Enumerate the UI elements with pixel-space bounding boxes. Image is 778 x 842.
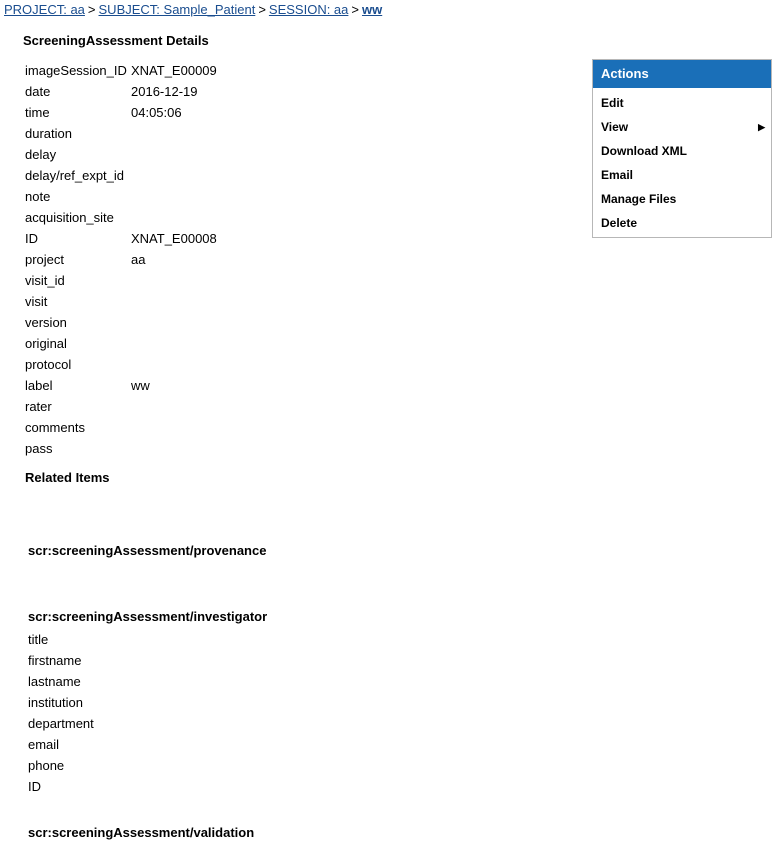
detail-key: project (25, 252, 65, 267)
detail-row (25, 123, 217, 144)
detail-row (25, 291, 217, 312)
detail-row (25, 375, 217, 396)
detail-key: imageSession_ID (25, 63, 127, 78)
detail-value: aa (131, 252, 146, 267)
detail-key: time (25, 105, 50, 120)
breadcrumb-current-link[interactable]: ww (361, 2, 383, 17)
breadcrumb-separator: > (87, 2, 96, 17)
breadcrumb-subject-link[interactable]: SUBJECT: Sample_Patient (98, 2, 256, 17)
detail-key: delay (25, 147, 57, 162)
detail-row (25, 165, 217, 186)
breadcrumb-separator: > (351, 2, 359, 17)
detail-key: comments (25, 420, 85, 435)
detail-row (25, 333, 217, 354)
detail-row (25, 60, 217, 81)
detail-value: 2016-12-19 (131, 84, 198, 99)
related-items-heading: Related Items (25, 470, 110, 485)
action-label: Delete (601, 216, 638, 230)
detail-value: 04:05:06 (131, 105, 182, 120)
action-delete[interactable] (593, 211, 771, 235)
detail-row (25, 102, 217, 123)
detail-row (25, 144, 217, 165)
detail-key: visit (25, 294, 48, 309)
investigator-field: phone (28, 758, 65, 773)
detail-key: ID (25, 231, 38, 246)
detail-key: label (25, 378, 53, 393)
detail-key: visit_id (25, 273, 65, 288)
action-label: Email (601, 168, 634, 182)
investigator-fields (28, 629, 94, 797)
detail-key: pass (25, 441, 53, 456)
investigator-field: title (28, 632, 49, 647)
action-label: Edit (601, 96, 624, 110)
detail-key: date (25, 84, 51, 99)
detail-row (25, 207, 217, 228)
detail-row (25, 81, 217, 102)
details-table (25, 60, 217, 459)
detail-row (25, 186, 217, 207)
detail-row (25, 270, 217, 291)
breadcrumb (4, 2, 382, 17)
action-view[interactable] (593, 115, 771, 139)
detail-row (25, 396, 217, 417)
actions-menu (593, 88, 771, 235)
detail-key: delay/ref_expt_id (25, 168, 125, 183)
actions-header: Actions (593, 60, 771, 88)
breadcrumb-project-link[interactable]: PROJECT: aa (4, 2, 85, 17)
detail-row (25, 249, 217, 270)
action-edit[interactable] (593, 91, 771, 115)
investigator-field: email (28, 737, 60, 752)
validation-heading: scr:screeningAssessment/validation (28, 825, 255, 840)
detail-key: duration (25, 126, 72, 141)
detail-value: ww (131, 378, 150, 393)
action-download-xml[interactable] (593, 139, 771, 163)
page-title: ScreeningAssessment Details (23, 33, 209, 48)
detail-row (25, 228, 217, 249)
investigator-field: ID (28, 779, 41, 794)
detail-key: version (25, 315, 67, 330)
submenu-arrow-icon: ▶ (758, 122, 765, 132)
action-label: View (601, 120, 629, 134)
investigator-heading: scr:screeningAssessment/investigator (28, 609, 268, 624)
breadcrumb-separator: > (258, 2, 266, 17)
detail-key: acquisition_site (25, 210, 114, 225)
provenance-heading: scr:screeningAssessment/provenance (28, 543, 267, 558)
detail-value: XNAT_E00008 (131, 231, 217, 246)
detail-row (25, 438, 217, 459)
investigator-field: lastname (28, 674, 81, 689)
detail-row (25, 417, 217, 438)
action-label: Download XML (601, 144, 687, 158)
action-email[interactable] (593, 163, 771, 187)
detail-value: XNAT_E00009 (131, 63, 217, 78)
detail-key: note (25, 189, 51, 204)
investigator-field: institution (28, 695, 83, 710)
investigator-field: firstname (28, 653, 82, 668)
breadcrumb-session-link[interactable]: SESSION: aa (268, 2, 349, 17)
detail-row (25, 312, 217, 333)
investigator-field: department (28, 716, 94, 731)
actions-panel (592, 59, 772, 238)
detail-key: rater (25, 399, 52, 414)
detail-row (25, 354, 217, 375)
detail-key: protocol (25, 357, 72, 372)
action-label: Manage Files (601, 192, 677, 206)
detail-key: original (25, 336, 67, 351)
action-manage-files[interactable] (593, 187, 771, 211)
